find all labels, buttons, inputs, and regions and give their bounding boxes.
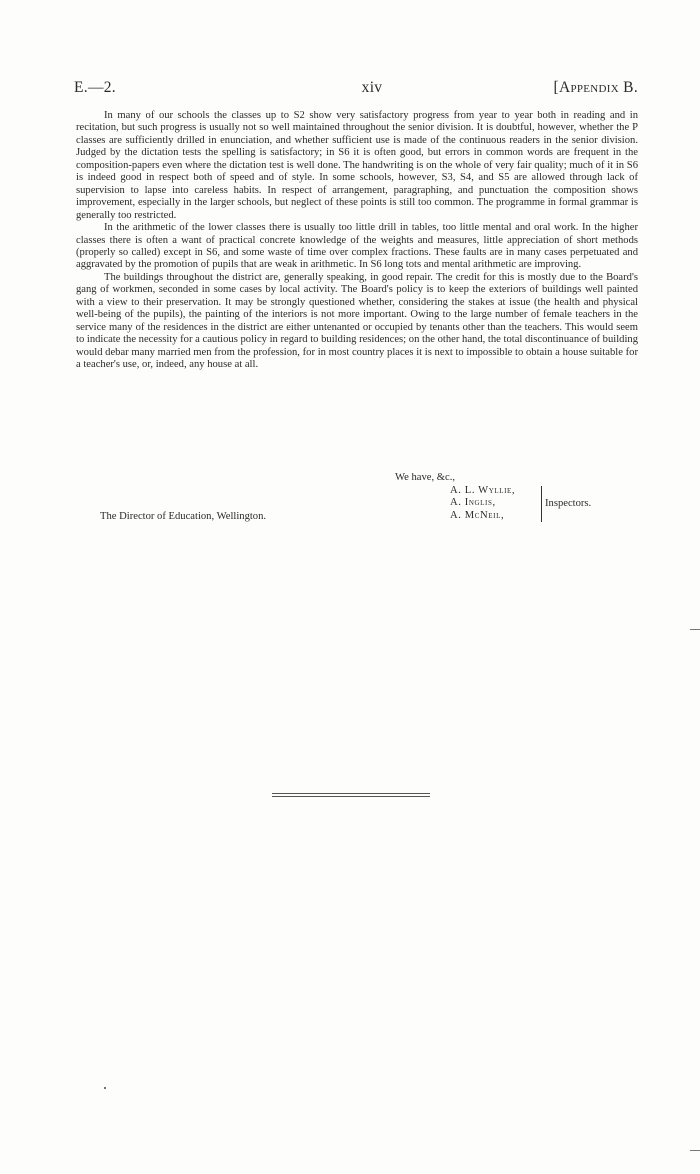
report-body [76,110,638,372]
header-reference: E.—2. [74,79,116,96]
closing-rule-top [272,793,430,794]
header-appendix: [Appendix B. [553,79,638,96]
page-number: xiv [361,79,383,96]
scan-speck [104,1087,106,1089]
scan-edge-mark [690,1150,700,1151]
signatory-name: A. Inglis, [450,497,496,509]
closing-line: We have, &c., [395,472,456,483]
signatory-list [450,485,515,522]
addressee-line: The Director of Education, Wellington. [100,511,267,522]
signatory-name: A. McNeil, [450,509,505,521]
paragraph-arithmetic: In the arithmetic of the lower classes there is usually too little drill in tables, too little mental and oral work. In the higher classes there is often a want of practical concrete knowledge of the weights and measures, little appreciation of short methods (properly so called) except in S6, and some waste of time over complex fractions. These faults are in many cases perpetuated and aggravated by the promotion of pupils that are weak in arithmetic. In S6 long tots and mental arithmetic are improving. [76,222,638,271]
brace-bracket [535,486,542,522]
signatory-name: A. L. Wyllie, [450,485,516,496]
scan-edge-mark [690,629,700,630]
paragraph-buildings: The buildings throughout the district are, generally speaking, in good repair. The credit for this is mostly due to the Board's gang of workmen, seconded in some cases by local activity. The Board's policy is to keep the exteriors of buildings well painted with a view to their preservation. It may be strongly questioned whether, considering the stakes at issue (the health and physical well-being of the pupils), the painting of the interiors is not more important. Owing to the large number of female teachers in the service many of the residences in the district are either untenanted or occupied by tenants other than the teachers. This would seem to indicate the necessity for a cautious policy in regard to building residences; on the other hand, the total discontinuance of building would debar many married men from the profession, for in most country places it is next to impossible to obtain a house suitable for a teacher's use, or, indeed, any house at all. [76,271,638,371]
closing-rule-bottom [272,796,430,797]
paragraph-reading: In many of our schools the classes up to S2 show very satisfactory progress from year to year both in reading and in recitation, but such progress is usually not so well maintained throughout the senior division. It is doubtful, however, whether the P classes are sufficiently drilled in enunciation, and whether sufficient use is made of the continuous readers in the senior division. Judged by the dictation tests the spelling is satisfactory; in S6 it is often good, but errors in common words are frequent in the composition-papers even where the dictation test is well done. The handwriting is on the whole of very fair quality; much of it in S6 is indeed good in respect both of speed and of style. In some schools, however, S3, S4, and S5 are allowed through lack of supervision to lapse into careless habits. In respect of arrangement, paragraphing, and punctuation the composition shows improvement, especially in the larger schools, but neglect of these points is still too common. The programme in formal grammar is generally too restricted. [76,110,638,221]
page-header [74,79,638,101]
signatory-role: Inspectors. [545,498,592,509]
